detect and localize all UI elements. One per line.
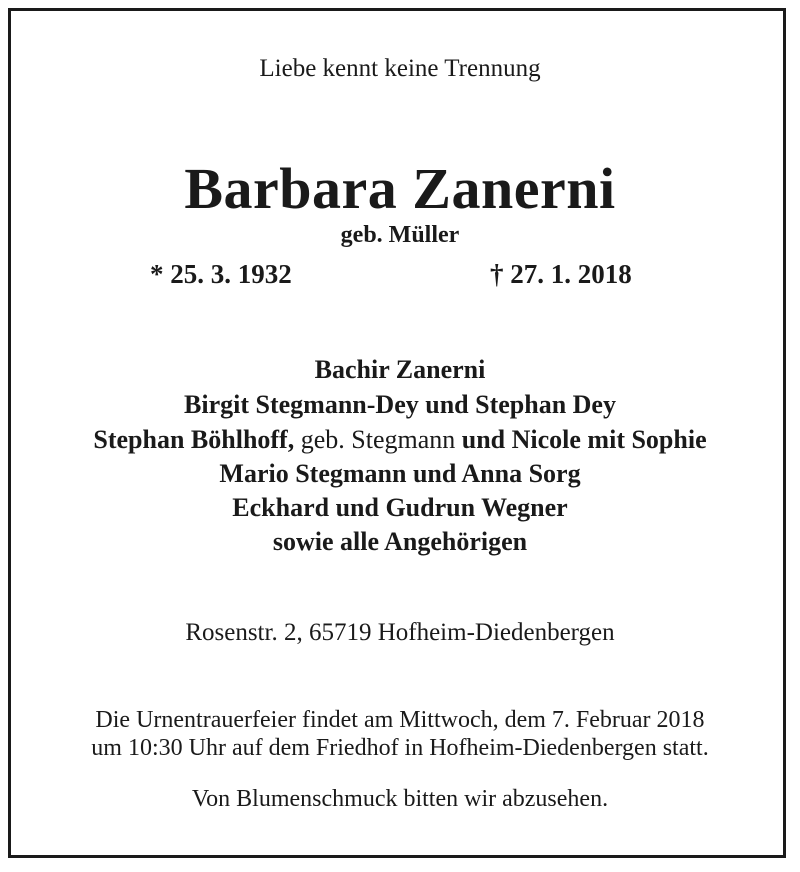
- flowers-note: Von Blumenschmuck bitten wir abzusehen.: [191, 786, 609, 812]
- mourner-birthname: geb. Stegmann: [294, 425, 462, 454]
- ceremony-info-line: Die Urnentrauerfeier findet am Mittwoch, dem 7. Februar 2018: [95, 707, 705, 733]
- mourner-line: Mario Stegmann und Anna Sorg: [219, 459, 581, 488]
- mourner-companions: und Nicole mit Sophie: [461, 425, 707, 454]
- mourner-line: Eckhard und Gudrun Wegner: [232, 493, 568, 522]
- birth-date: * 25. 3. 1932: [150, 259, 292, 289]
- deceased-name: Barbara Zanerni: [184, 156, 616, 221]
- mourner-line: sowie alle Angehörigen: [272, 527, 528, 556]
- address: Rosenstr. 2, 65719 Hofheim-Diedenbergen: [185, 619, 615, 646]
- ceremony-info-line: um 10:30 Uhr auf dem Friedhof in Hofheim-Diedenbergen statt.: [91, 735, 709, 761]
- mourner-name: Stephan Böhlhoff,: [93, 425, 295, 454]
- motto: Liebe kennt keine Trennung: [259, 55, 541, 82]
- death-date: † 27. 1. 2018: [490, 259, 632, 289]
- mourner-line: Bachir Zanerni: [314, 355, 486, 384]
- mourner-line: Birgit Stegmann-Dey und Stephan Dey: [184, 390, 616, 419]
- mourner-line: [0, 425, 800, 455]
- maiden-name: geb. Müller: [340, 222, 460, 248]
